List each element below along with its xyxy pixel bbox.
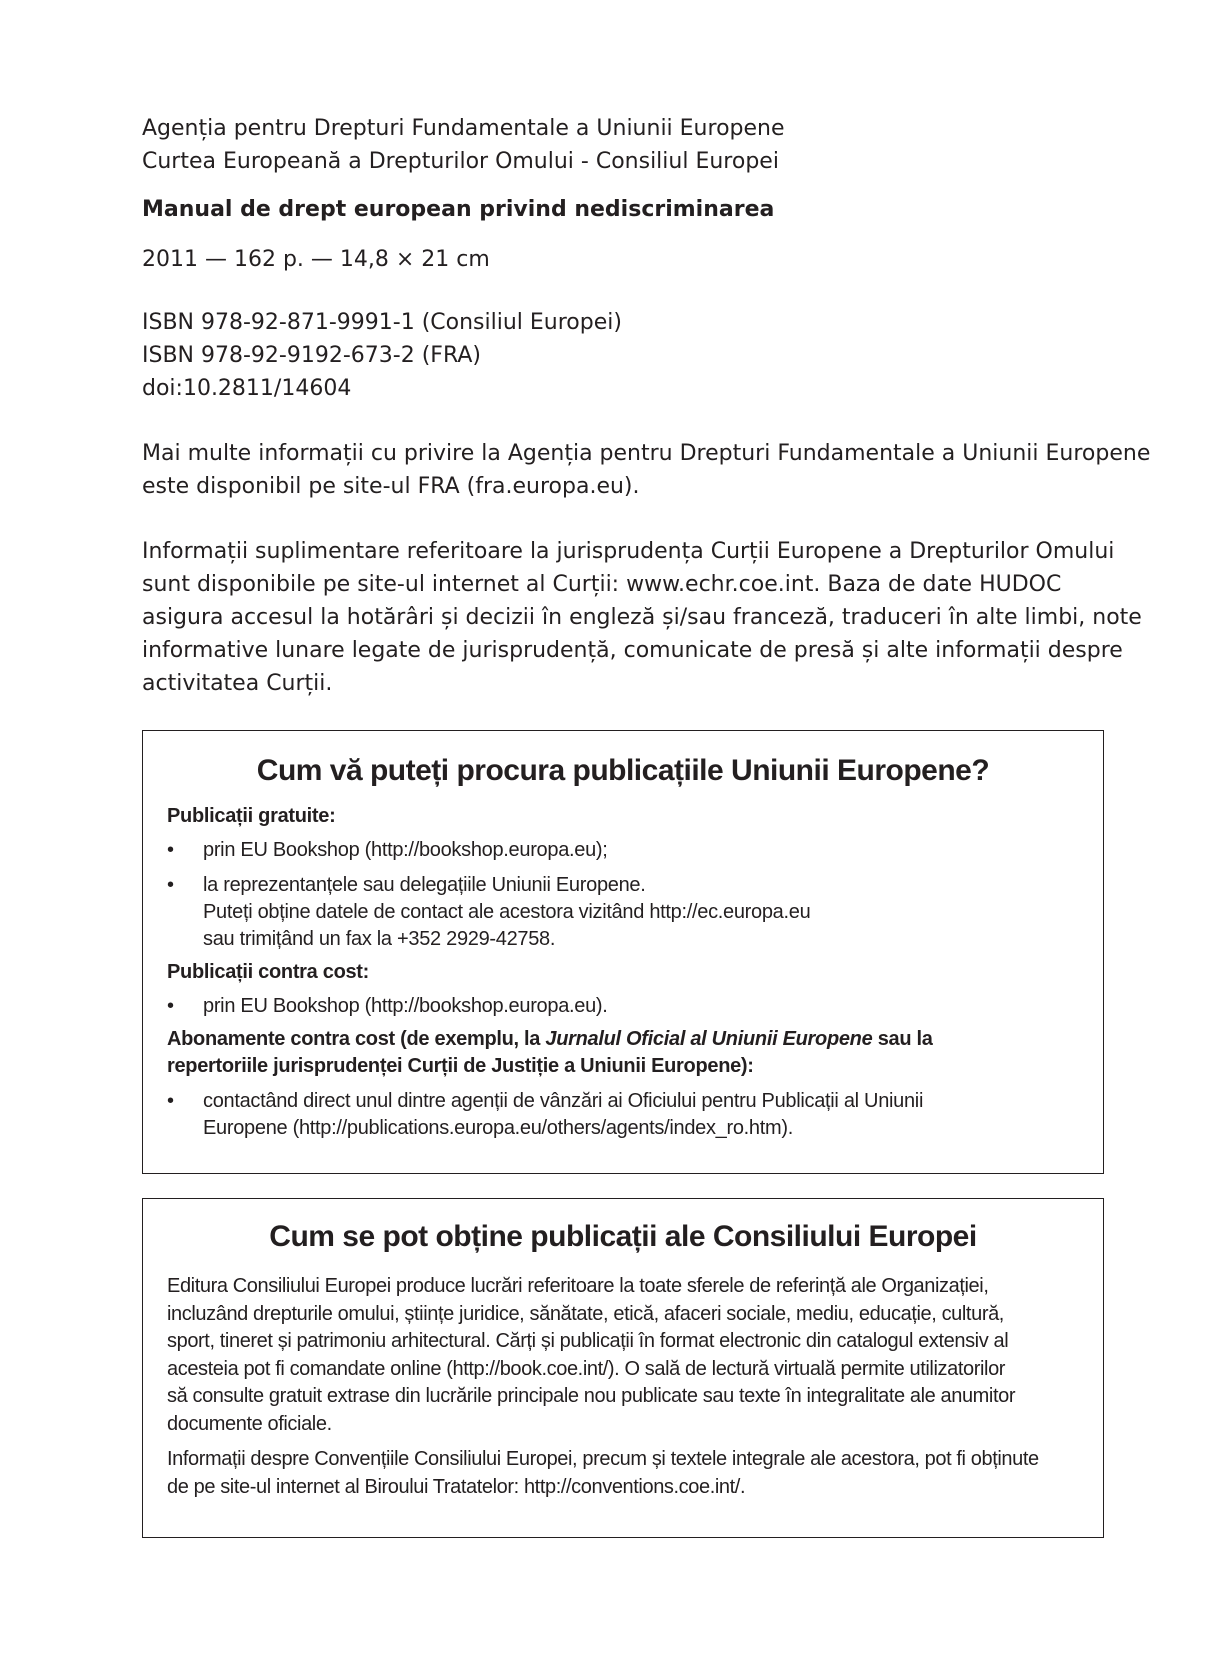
paragraph-line: sport, tineret și patrimoniu arhitectural. Cărți și publicații în format electronic din catalogul extensiv al — [167, 1330, 1009, 1352]
list-item-text: prin EU Bookshop (http://bookshop.europa.eu). — [203, 995, 608, 1017]
paragraph-line: Editura Consiliului Europei produce lucrări referitoare la toate sferele de referință ale Organizației, — [167, 1275, 989, 1297]
coe-paragraph-1 — [167, 1273, 1079, 1438]
echr-info — [142, 535, 1142, 700]
book-details: 2011 — 162 p. — 14,8 × 21 cm — [142, 247, 490, 272]
bullet-icon: • — [167, 839, 174, 861]
list-item-text: Europene (http://publications.europa.eu/others/agents/index_ro.htm). — [203, 1117, 793, 1139]
official-journal-title: Jurnalul Oficial al Uniunii Europene — [545, 1028, 873, 1050]
subscriptions-label-text: repertoriile jurisprudenței Curții de Justiție a Uniunii Europene): — [167, 1055, 754, 1077]
subscriptions-label-text: Abonamente contra cost (de exemplu, la — [167, 1028, 546, 1050]
paragraph-line: acesteia pot fi comandate online (http://book.coe.int/). O sală de lectură virtuală permite utilizatorilor — [167, 1357, 1006, 1380]
paid-publications-label: Publicații contra cost: — [167, 961, 370, 983]
paragraph-line: Informații despre Convențiile Consiliului Europei, precum și textele integrale ale acestora, pot fi obținute — [167, 1448, 1039, 1470]
isbn-coe: ISBN 978-92-871-9991-1 (Consiliul Europei) — [142, 310, 622, 335]
bullet-icon: • — [167, 874, 174, 896]
free-publications-label: Publicații gratuite: — [167, 805, 336, 827]
isbn-fra: ISBN 978-92-9192-673-2 (FRA) — [142, 343, 481, 368]
publisher-line: Agenția pentru Drepturi Fundamentale a Uniunii Europene — [142, 116, 785, 141]
eu-box-heading: Cum vă puteți procura publicațiile Uniunii Europene? — [256, 754, 990, 787]
subscriptions-list — [167, 1088, 1079, 1142]
list-item-text: contactând direct unul dintre agenții de vânzări ai Oficiului pentru Publicații al Uniunii — [203, 1090, 924, 1112]
list-item — [167, 872, 1079, 953]
bullet-icon: • — [167, 1090, 174, 1112]
list-item-text: prin EU Bookshop (http://bookshop.europa.eu); — [203, 839, 608, 861]
publisher-block — [142, 112, 1102, 178]
paragraph-line: incluzând drepturile omului, științe juridice, sănătate, etică, afaceri sociale, mediu, educație, cultură, — [167, 1302, 1004, 1325]
echr-info-line: asigura accesul la hotărâri și decizii în engleză și/sau franceză, traduceri în alte limbi, note — [142, 605, 1142, 630]
identifiers-block — [142, 306, 1102, 405]
eu-publications-box — [142, 730, 1104, 1174]
subscriptions-label-text: sau la — [872, 1028, 933, 1050]
book-title: Manual de drept european privind nediscriminarea — [142, 197, 775, 222]
list-item — [167, 837, 1079, 864]
paragraph-line: de pe site-ul internet al Biroului Tratatelor: http://conventions.coe.int/. — [167, 1475, 746, 1498]
list-item — [167, 1088, 1079, 1142]
list-item-text: sau trimițând un fax la +352 2929-42758. — [203, 928, 556, 950]
list-item-text: la reprezentanțele sau delegațiile Uniunii Europene. — [203, 874, 646, 896]
coe-paragraph-2 — [167, 1446, 1079, 1501]
free-publications-list — [167, 837, 1079, 953]
fra-info-line: este disponibil pe site-ul FRA (fra.europa.eu). — [142, 474, 640, 499]
echr-info-line: activitatea Curții. — [142, 671, 333, 696]
fra-info — [142, 437, 1151, 503]
echr-info-line: sunt disponibile pe site-ul internet al Curții: www.echr.coe.int. Baza de date HUDOC — [142, 572, 1062, 597]
fra-info-line: Mai multe informații cu privire la Agenția pentru Drepturi Fundamentale a Uniunii Europene — [142, 441, 1151, 466]
list-item — [167, 993, 1079, 1020]
subscriptions-label — [167, 1026, 1079, 1080]
paid-publications-list — [167, 993, 1079, 1020]
list-item-text: Puteți obține datele de contact ale acestora vizitând http://ec.europa.eu — [203, 901, 811, 923]
echr-info-line: Informații suplimentare referitoare la jurisprudența Curții Europene a Drepturilor Omului — [142, 539, 1115, 564]
paragraph-line: să consulte gratuit extrase din lucrările principale nou publicate sau texte în integralitate ale anumitor — [167, 1385, 1016, 1407]
coe-publications-box — [142, 1198, 1104, 1538]
publisher-line: Curtea Europeană a Drepturilor Omului - Consiliul Europei — [142, 149, 779, 174]
paragraph-line: documente oficiale. — [167, 1412, 332, 1435]
doi: doi:10.2811/14604 — [142, 376, 352, 401]
coe-box-heading: Cum se pot obține publicații ale Consiliului Europei — [269, 1220, 977, 1253]
echr-info-line: informative lunare legate de jurisprudență, comunicate de presă și alte informații despre — [142, 638, 1123, 663]
bullet-icon: • — [167, 995, 174, 1017]
